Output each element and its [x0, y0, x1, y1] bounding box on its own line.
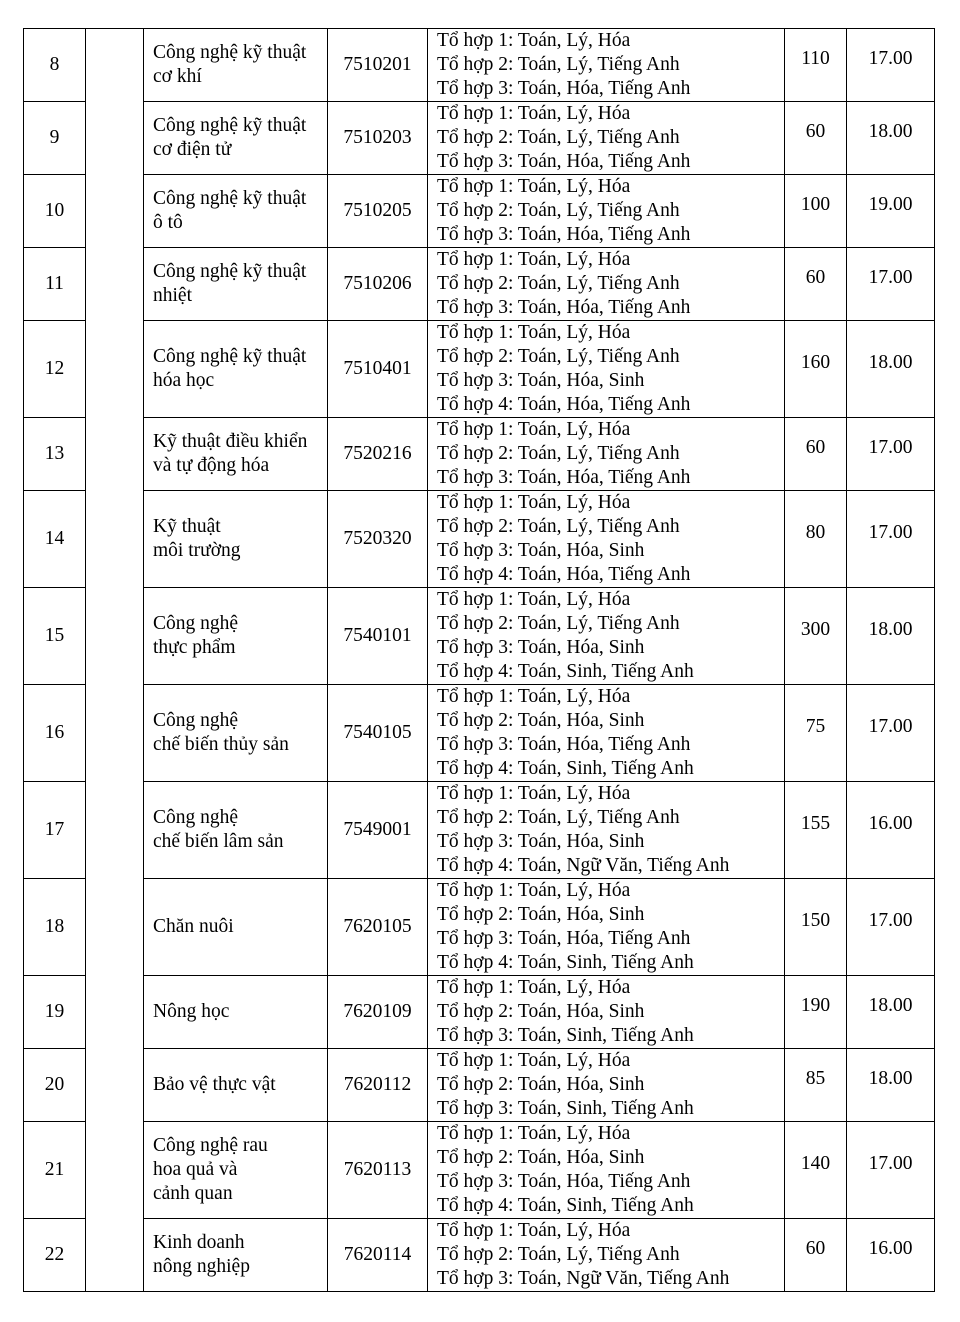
quota-value: 75 — [805, 716, 826, 737]
major-name-line: Công nghệ kỹ thuật — [153, 346, 307, 367]
major-name-line: thực phẩm — [153, 637, 236, 658]
score-cell — [847, 879, 935, 976]
quota-value: 155 — [800, 813, 831, 834]
major-name-line: Công nghệ kỹ thuật — [153, 261, 307, 282]
table-row — [24, 102, 935, 175]
table-row — [24, 175, 935, 248]
subject-combinations — [428, 491, 785, 588]
quota-value: 60 — [805, 1238, 826, 1259]
quota-cell — [785, 976, 847, 1049]
major-name-line: môi trường — [153, 540, 241, 561]
quota-cell — [785, 588, 847, 685]
row-number: 17 — [24, 782, 86, 879]
score-cell — [847, 1049, 935, 1122]
quota-value: 100 — [800, 194, 831, 215]
major-name-line: chế biến lâm sản — [153, 831, 284, 852]
major-name — [144, 976, 328, 1049]
major-code: 7540101 — [328, 588, 428, 685]
subject-combinations — [428, 248, 785, 321]
major-name — [144, 418, 328, 491]
major-name-line: Công nghệ kỹ thuật — [153, 115, 307, 136]
table-row — [24, 248, 935, 321]
combination-line: Tổ hợp 4: Toán, Ngữ Văn, Tiếng Anh — [437, 855, 730, 876]
major-name-line: Nông học — [153, 1001, 230, 1022]
major-name — [144, 321, 328, 418]
combination-line: Tổ hợp 2: Toán, Lý, Tiếng Anh — [437, 1244, 680, 1265]
combination-line: Tổ hợp 1: Toán, Lý, Hóa — [437, 1050, 631, 1071]
score-cell — [847, 248, 935, 321]
major-code: 7510201 — [328, 29, 428, 102]
score-value: 18.00 — [868, 121, 913, 142]
score-value: 17.00 — [868, 1153, 913, 1174]
score-value: 17.00 — [868, 48, 913, 69]
major-name — [144, 29, 328, 102]
score-cell — [847, 976, 935, 1049]
major-code: 7620109 — [328, 976, 428, 1049]
major-code: 7620105 — [328, 879, 428, 976]
score-cell — [847, 1122, 935, 1219]
major-name-line: cơ khí — [153, 66, 202, 87]
quota-cell — [785, 685, 847, 782]
major-name-line: chế biến thủy sản — [153, 734, 289, 755]
combination-line: Tổ hợp 3: Toán, Hóa, Tiếng Anh — [437, 78, 691, 99]
quota-value: 140 — [800, 1153, 831, 1174]
quota-value: 85 — [805, 1068, 826, 1089]
combination-line: Tổ hợp 1: Toán, Lý, Hóa — [437, 589, 631, 610]
score-value: 16.00 — [868, 1238, 913, 1259]
row-number: 19 — [24, 976, 86, 1049]
combination-line: Tổ hợp 3: Toán, Hóa, Sinh — [437, 370, 645, 391]
score-value: 17.00 — [868, 910, 913, 931]
score-cell — [847, 418, 935, 491]
combination-line: Tổ hợp 3: Toán, Hóa, Tiếng Anh — [437, 297, 691, 318]
major-name — [144, 248, 328, 321]
combination-line: Tổ hợp 1: Toán, Lý, Hóa — [437, 419, 631, 440]
table-row — [24, 1122, 935, 1219]
major-name — [144, 588, 328, 685]
row-number: 8 — [24, 29, 86, 102]
subject-combinations — [428, 29, 785, 102]
major-code: 7620114 — [328, 1219, 428, 1292]
combination-line: Tổ hợp 2: Toán, Lý, Tiếng Anh — [437, 200, 680, 221]
score-value: 18.00 — [868, 995, 913, 1016]
subject-combinations — [428, 1219, 785, 1292]
subject-combinations — [428, 879, 785, 976]
combination-line: Tổ hợp 4: Toán, Sinh, Tiếng Anh — [437, 952, 694, 973]
combination-line: Tổ hợp 3: Toán, Sinh, Tiếng Anh — [437, 1025, 694, 1046]
quota-value: 110 — [801, 48, 830, 69]
table-row — [24, 976, 935, 1049]
quota-cell — [785, 248, 847, 321]
row-number: 18 — [24, 879, 86, 976]
quota-value: 160 — [800, 352, 831, 373]
score-value: 17.00 — [868, 716, 913, 737]
combination-line: Tổ hợp 1: Toán, Lý, Hóa — [437, 322, 631, 343]
row-number: 15 — [24, 588, 86, 685]
combination-line: Tổ hợp 2: Toán, Lý, Tiếng Anh — [437, 127, 680, 148]
combination-line: Tổ hợp 2: Toán, Lý, Tiếng Anh — [437, 807, 680, 828]
subject-combinations — [428, 102, 785, 175]
score-value: 17.00 — [868, 522, 913, 543]
combination-line: Tổ hợp 2: Toán, Hóa, Sinh — [437, 1074, 645, 1095]
quota-cell — [785, 418, 847, 491]
major-name-line: nông nghiệp — [153, 1256, 250, 1277]
score-cell — [847, 29, 935, 102]
major-name-line: Kinh doanh — [153, 1232, 245, 1253]
major-code: 7510205 — [328, 175, 428, 248]
major-code: 7510401 — [328, 321, 428, 418]
combination-line: Tổ hợp 1: Toán, Lý, Hóa — [437, 1123, 631, 1144]
row-number: 16 — [24, 685, 86, 782]
major-name-line: Kỹ thuật điều khiển — [153, 431, 308, 452]
quota-value: 60 — [805, 267, 826, 288]
combination-line: Tổ hợp 2: Toán, Lý, Tiếng Anh — [437, 516, 680, 537]
combination-line: Tổ hợp 3: Toán, Hóa, Sinh — [437, 637, 645, 658]
quota-value: 60 — [805, 437, 826, 458]
major-name-line: ô tô — [153, 212, 183, 233]
score-cell — [847, 588, 935, 685]
major-name-line: cảnh quan — [153, 1183, 233, 1204]
subject-combinations — [428, 1122, 785, 1219]
major-name-line: Công nghệ rau — [153, 1135, 268, 1156]
quota-cell — [785, 491, 847, 588]
major-name-line: Công nghệ — [153, 710, 239, 731]
combination-line: Tổ hợp 4: Toán, Sinh, Tiếng Anh — [437, 758, 694, 779]
major-name — [144, 1122, 328, 1219]
score-cell — [847, 321, 935, 418]
score-value: 16.00 — [868, 813, 913, 834]
major-code: 7620112 — [328, 1049, 428, 1122]
group-cell — [86, 29, 144, 1292]
row-number: 10 — [24, 175, 86, 248]
major-name — [144, 879, 328, 976]
table-row — [24, 879, 935, 976]
combination-line: Tổ hợp 1: Toán, Lý, Hóa — [437, 783, 631, 804]
row-number: 11 — [24, 248, 86, 321]
combination-line: Tổ hợp 1: Toán, Lý, Hóa — [437, 880, 631, 901]
major-name-line: Công nghệ — [153, 613, 239, 634]
table-row — [24, 1219, 935, 1292]
score-cell — [847, 491, 935, 588]
row-number: 14 — [24, 491, 86, 588]
major-name-line: Công nghệ kỹ thuật — [153, 42, 307, 63]
major-name — [144, 102, 328, 175]
combination-line: Tổ hợp 3: Toán, Hóa, Tiếng Anh — [437, 1171, 691, 1192]
quota-cell — [785, 321, 847, 418]
major-name — [144, 782, 328, 879]
major-code: 7520216 — [328, 418, 428, 491]
combination-line: Tổ hợp 1: Toán, Lý, Hóa — [437, 30, 631, 51]
score-cell — [847, 685, 935, 782]
quota-cell — [785, 1049, 847, 1122]
combination-line: Tổ hợp 1: Toán, Lý, Hóa — [437, 977, 631, 998]
combination-line: Tổ hợp 3: Toán, Sinh, Tiếng Anh — [437, 1098, 694, 1119]
row-number: 21 — [24, 1122, 86, 1219]
quota-value: 60 — [805, 121, 826, 142]
combination-line: Tổ hợp 1: Toán, Lý, Hóa — [437, 103, 631, 124]
combination-line: Tổ hợp 3: Toán, Hóa, Sinh — [437, 831, 645, 852]
score-value: 17.00 — [868, 437, 913, 458]
combination-line: Tổ hợp 1: Toán, Lý, Hóa — [437, 492, 631, 513]
score-value: 18.00 — [868, 619, 913, 640]
combination-line: Tổ hợp 3: Toán, Hóa, Tiếng Anh — [437, 151, 691, 172]
table-row — [24, 29, 935, 102]
major-code: 7510206 — [328, 248, 428, 321]
quota-cell — [785, 29, 847, 102]
score-value: 17.00 — [868, 267, 913, 288]
combination-line: Tổ hợp 3: Toán, Hóa, Sinh — [437, 540, 645, 561]
row-number: 12 — [24, 321, 86, 418]
major-code: 7520320 — [328, 491, 428, 588]
table-body — [24, 29, 935, 1292]
major-code: 7549001 — [328, 782, 428, 879]
quota-cell — [785, 102, 847, 175]
quota-value: 300 — [800, 619, 831, 640]
row-number: 22 — [24, 1219, 86, 1292]
combination-line: Tổ hợp 2: Toán, Lý, Tiếng Anh — [437, 54, 680, 75]
subject-combinations — [428, 782, 785, 879]
combination-line: Tổ hợp 1: Toán, Lý, Hóa — [437, 1220, 631, 1241]
major-name-line: Công nghệ — [153, 807, 239, 828]
combination-line: Tổ hợp 4: Toán, Sinh, Tiếng Anh — [437, 1195, 694, 1216]
combination-line: Tổ hợp 2: Toán, Lý, Tiếng Anh — [437, 346, 680, 367]
combination-line: Tổ hợp 3: Toán, Hóa, Tiếng Anh — [437, 467, 691, 488]
major-name-line: Bảo vệ thực vật — [153, 1074, 276, 1095]
combination-line: Tổ hợp 4: Toán, Hóa, Tiếng Anh — [437, 564, 691, 585]
quota-value: 190 — [800, 995, 831, 1016]
quota-cell — [785, 1219, 847, 1292]
score-value: 18.00 — [868, 1068, 913, 1089]
quota-cell — [785, 879, 847, 976]
subject-combinations — [428, 321, 785, 418]
major-name-line: cơ điện tử — [153, 139, 232, 160]
quota-value: 80 — [805, 522, 826, 543]
score-cell — [847, 175, 935, 248]
table-row — [24, 782, 935, 879]
subject-combinations — [428, 588, 785, 685]
score-cell — [847, 782, 935, 879]
combination-line: Tổ hợp 3: Toán, Hóa, Tiếng Anh — [437, 928, 691, 949]
row-number: 9 — [24, 102, 86, 175]
major-name — [144, 1049, 328, 1122]
major-name — [144, 685, 328, 782]
major-name-line: hoa quả và — [153, 1159, 238, 1180]
subject-combinations — [428, 175, 785, 248]
table-row — [24, 685, 935, 782]
table-row — [24, 491, 935, 588]
combination-line: Tổ hợp 4: Toán, Hóa, Tiếng Anh — [437, 394, 691, 415]
combination-line: Tổ hợp 2: Toán, Lý, Tiếng Anh — [437, 443, 680, 464]
combination-line: Tổ hợp 1: Toán, Lý, Hóa — [437, 249, 631, 270]
quota-cell — [785, 782, 847, 879]
combination-line: Tổ hợp 2: Toán, Lý, Tiếng Anh — [437, 613, 680, 634]
major-code: 7540105 — [328, 685, 428, 782]
quota-cell — [785, 175, 847, 248]
table-row — [24, 418, 935, 491]
major-name-line: Công nghệ kỹ thuật — [153, 188, 307, 209]
major-name — [144, 1219, 328, 1292]
combination-line: Tổ hợp 2: Toán, Hóa, Sinh — [437, 1147, 645, 1168]
combination-line: Tổ hợp 2: Toán, Hóa, Sinh — [437, 710, 645, 731]
subject-combinations — [428, 418, 785, 491]
major-name-line: và tự động hóa — [153, 455, 270, 476]
major-name — [144, 175, 328, 248]
quota-value: 150 — [800, 910, 831, 931]
row-number: 20 — [24, 1049, 86, 1122]
quota-cell — [785, 1122, 847, 1219]
combination-line: Tổ hợp 1: Toán, Lý, Hóa — [437, 686, 631, 707]
combination-line: Tổ hợp 2: Toán, Lý, Tiếng Anh — [437, 273, 680, 294]
score-cell — [847, 102, 935, 175]
combination-line: Tổ hợp 2: Toán, Hóa, Sinh — [437, 1001, 645, 1022]
combination-line: Tổ hợp 4: Toán, Sinh, Tiếng Anh — [437, 661, 694, 682]
score-value: 19.00 — [868, 194, 913, 215]
major-name-line: hóa học — [153, 370, 215, 391]
major-code: 7620113 — [328, 1122, 428, 1219]
admissions-table — [23, 28, 935, 1292]
score-cell — [847, 1219, 935, 1292]
row-number: 13 — [24, 418, 86, 491]
score-value: 18.00 — [868, 352, 913, 373]
subject-combinations — [428, 976, 785, 1049]
major-name-line: Chăn nuôi — [153, 916, 234, 937]
major-name-line: Kỹ thuật — [153, 516, 221, 537]
combination-line: Tổ hợp 2: Toán, Hóa, Sinh — [437, 904, 645, 925]
subject-combinations — [428, 1049, 785, 1122]
major-code: 7510203 — [328, 102, 428, 175]
table-row — [24, 321, 935, 418]
combination-line: Tổ hợp 3: Toán, Ngữ Văn, Tiếng Anh — [437, 1268, 730, 1289]
table-row — [24, 1049, 935, 1122]
major-name-line: nhiệt — [153, 285, 192, 306]
combination-line: Tổ hợp 1: Toán, Lý, Hóa — [437, 176, 631, 197]
major-name — [144, 491, 328, 588]
table-row — [24, 588, 935, 685]
combination-line: Tổ hợp 3: Toán, Hóa, Tiếng Anh — [437, 734, 691, 755]
subject-combinations — [428, 685, 785, 782]
combination-line: Tổ hợp 3: Toán, Hóa, Tiếng Anh — [437, 224, 691, 245]
